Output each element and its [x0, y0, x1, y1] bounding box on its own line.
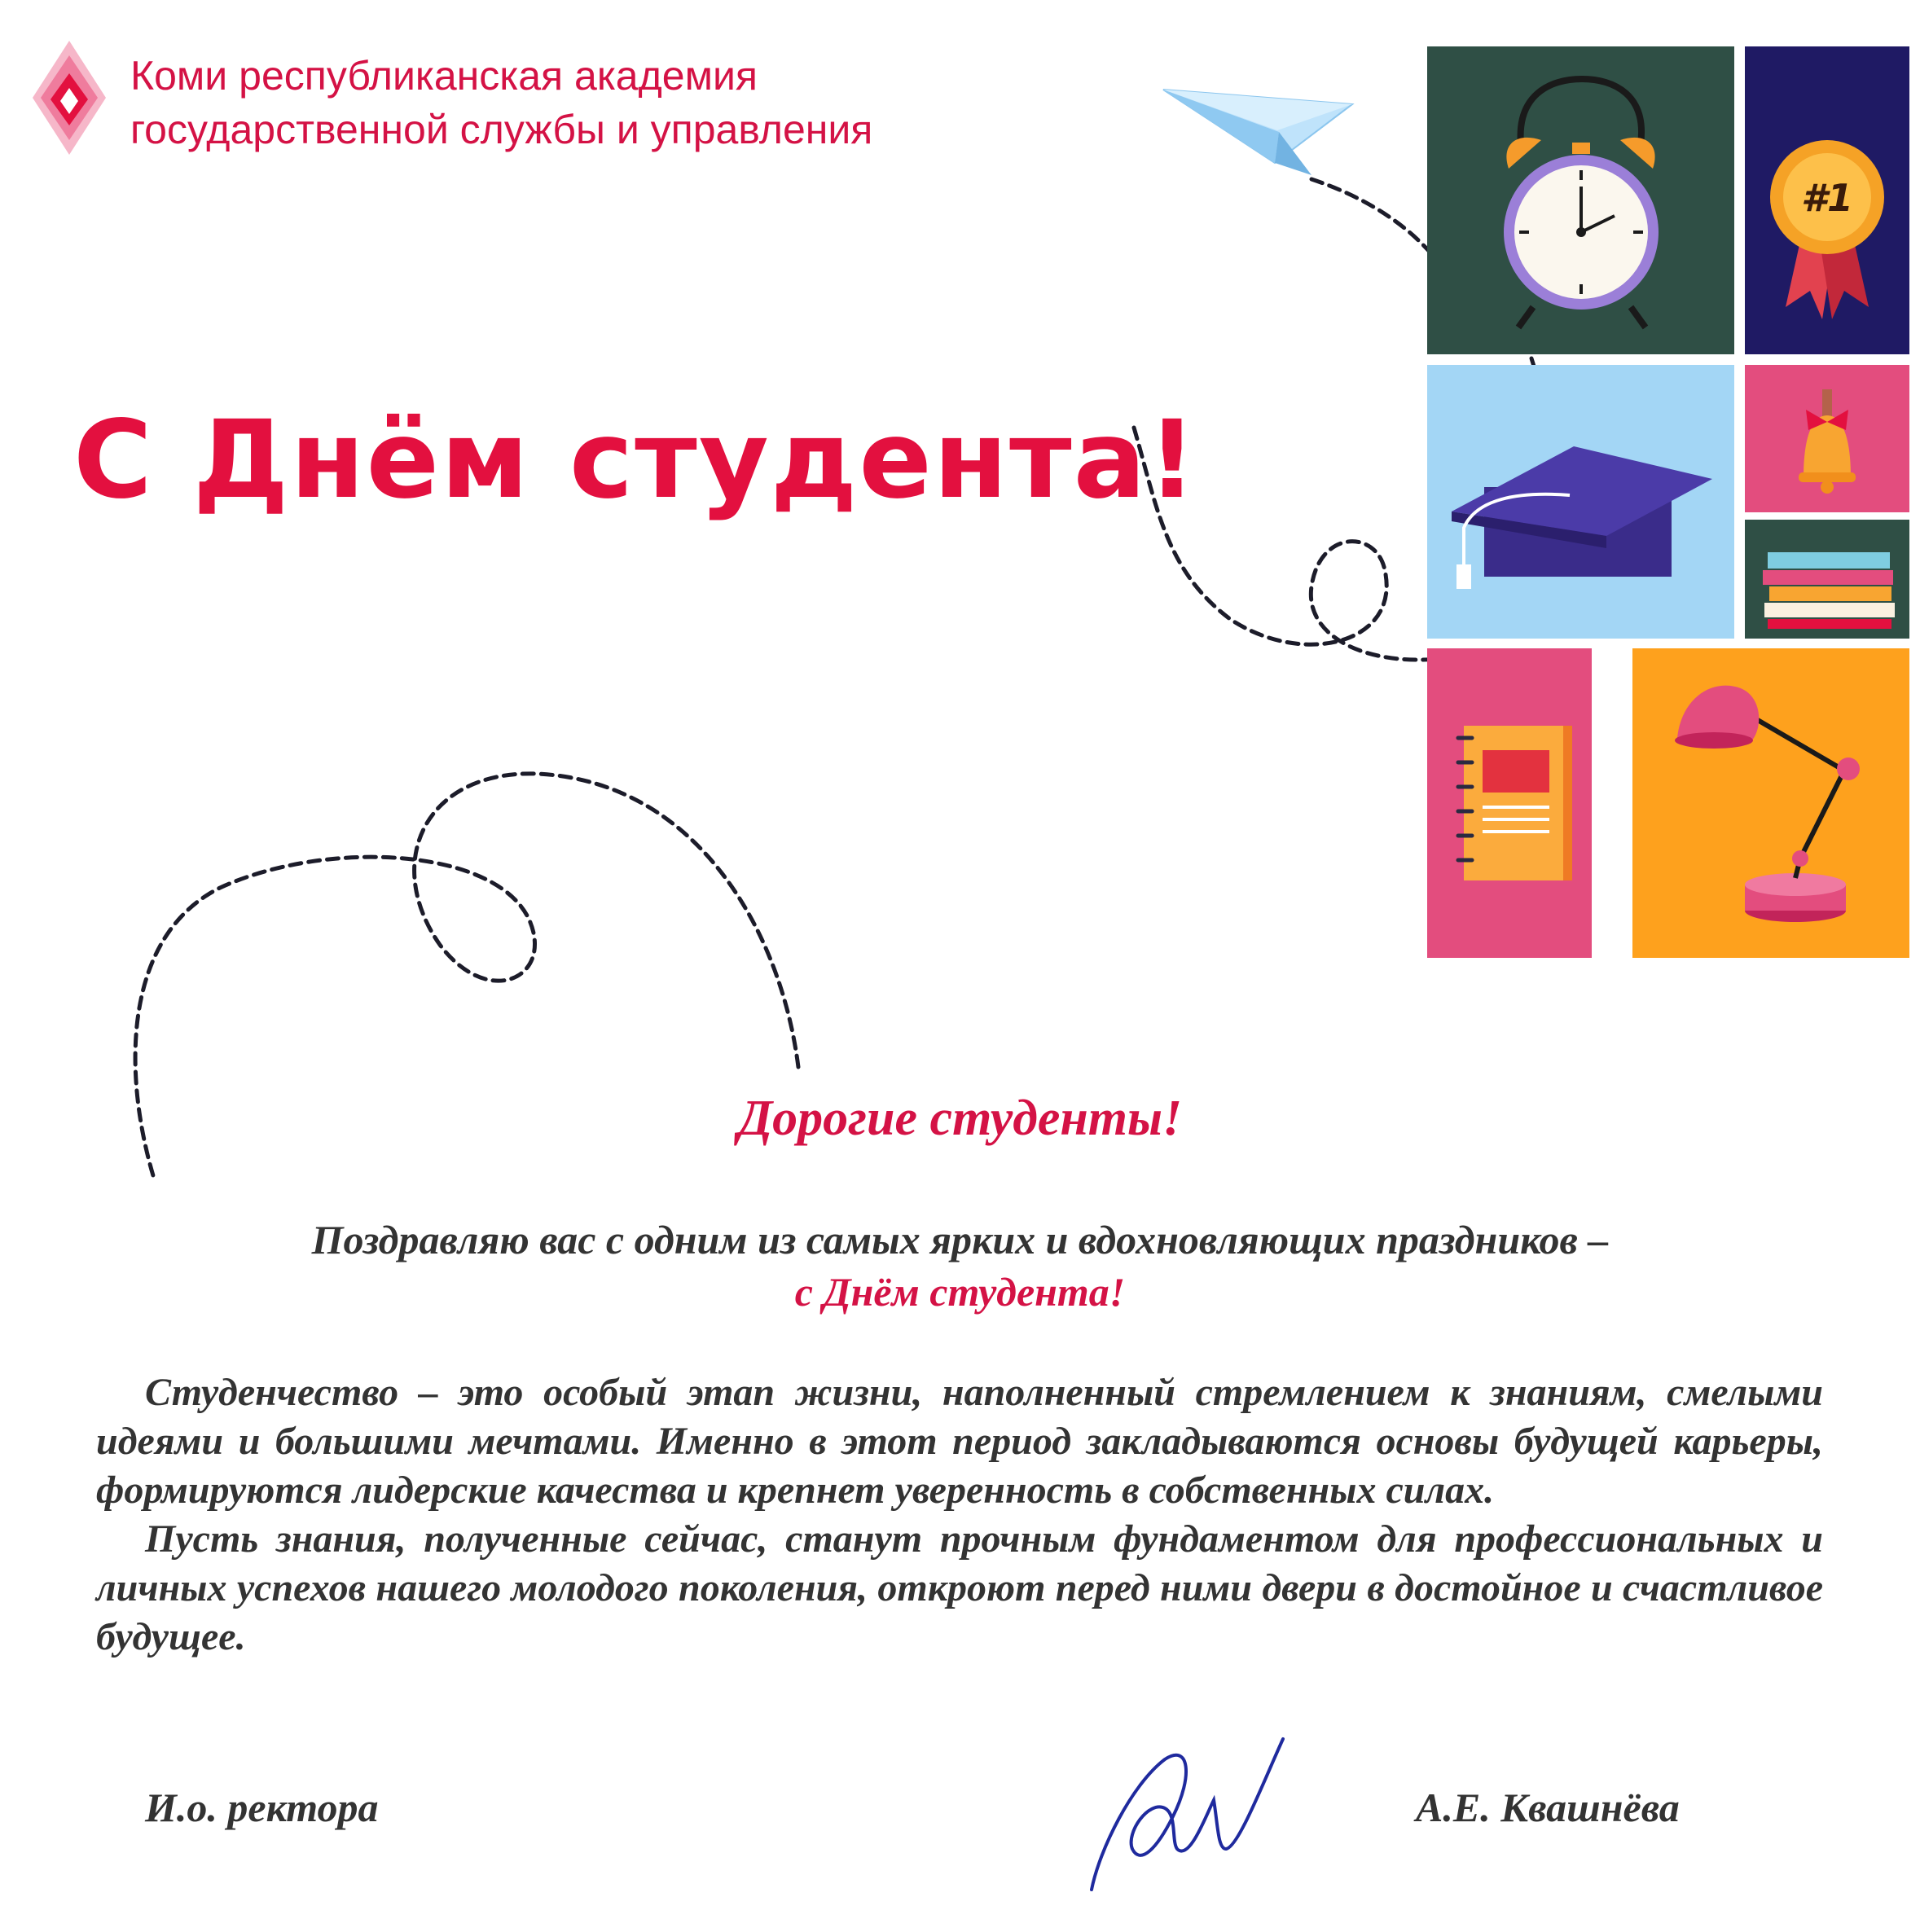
- paper-plane-icon: [1163, 90, 1352, 175]
- page-title: С Днём студента!: [73, 397, 1198, 523]
- body-text: [96, 1368, 1823, 1662]
- signatory-name: А.Е. Квашнёва: [1416, 1785, 1680, 1830]
- greeting-heading: Дорогие студенты!: [737, 1091, 1183, 1146]
- signatory-role: И.о. ректора: [145, 1785, 379, 1830]
- signature-icon: [1075, 1727, 1303, 1902]
- intro-text: [0, 1214, 1920, 1318]
- bell-icon: [1745, 365, 1909, 512]
- intro-line1: Поздравляю вас с одним из самых ярких и вдохновляющих праздников –: [311, 1217, 1609, 1262]
- tile-graduation-cap: [1427, 365, 1734, 639]
- medal-icon: [1745, 46, 1909, 354]
- organization-name-line2: государственной службы и управления: [130, 107, 873, 152]
- body-paragraph-2: Пусть знания, полученные сейчас, станут прочным фундаментом для профессиональных и личных успехов нашего молодого поколения, откроют перед ними двери в достойное и счастливое будущее.: [96, 1517, 1823, 1658]
- tile-alarm-clock: [1427, 46, 1734, 354]
- tile-notebook: [1427, 648, 1592, 958]
- organization-name-line1: Коми республиканская академия: [130, 53, 758, 99]
- graduation-cap-icon: [1427, 365, 1734, 639]
- intro-line2: с Днём студента!: [794, 1269, 1126, 1315]
- books-icon: [1745, 520, 1909, 639]
- tile-bell: [1745, 365, 1909, 512]
- organization-name: [130, 49, 872, 156]
- body-paragraph-1: Студенчество – это особый этап жизни, наполненный стремлением к знаниям, смелыми идеями и большими мечтами. Именно в этот период закладываются основы будущей карьеры, формируются лидерские качества и крепнет уверенность в собственных силах.: [96, 1371, 1823, 1512]
- notebook-icon: [1427, 648, 1592, 958]
- tile-books: [1745, 520, 1909, 639]
- tile-medal: [1745, 46, 1909, 354]
- alarm-clock-icon: [1427, 46, 1734, 354]
- medal-text: #1: [1800, 176, 1854, 220]
- diamond-logo-icon: [33, 41, 106, 155]
- desk-lamp-icon: [1632, 648, 1909, 958]
- tile-desk-lamp: [1632, 648, 1909, 958]
